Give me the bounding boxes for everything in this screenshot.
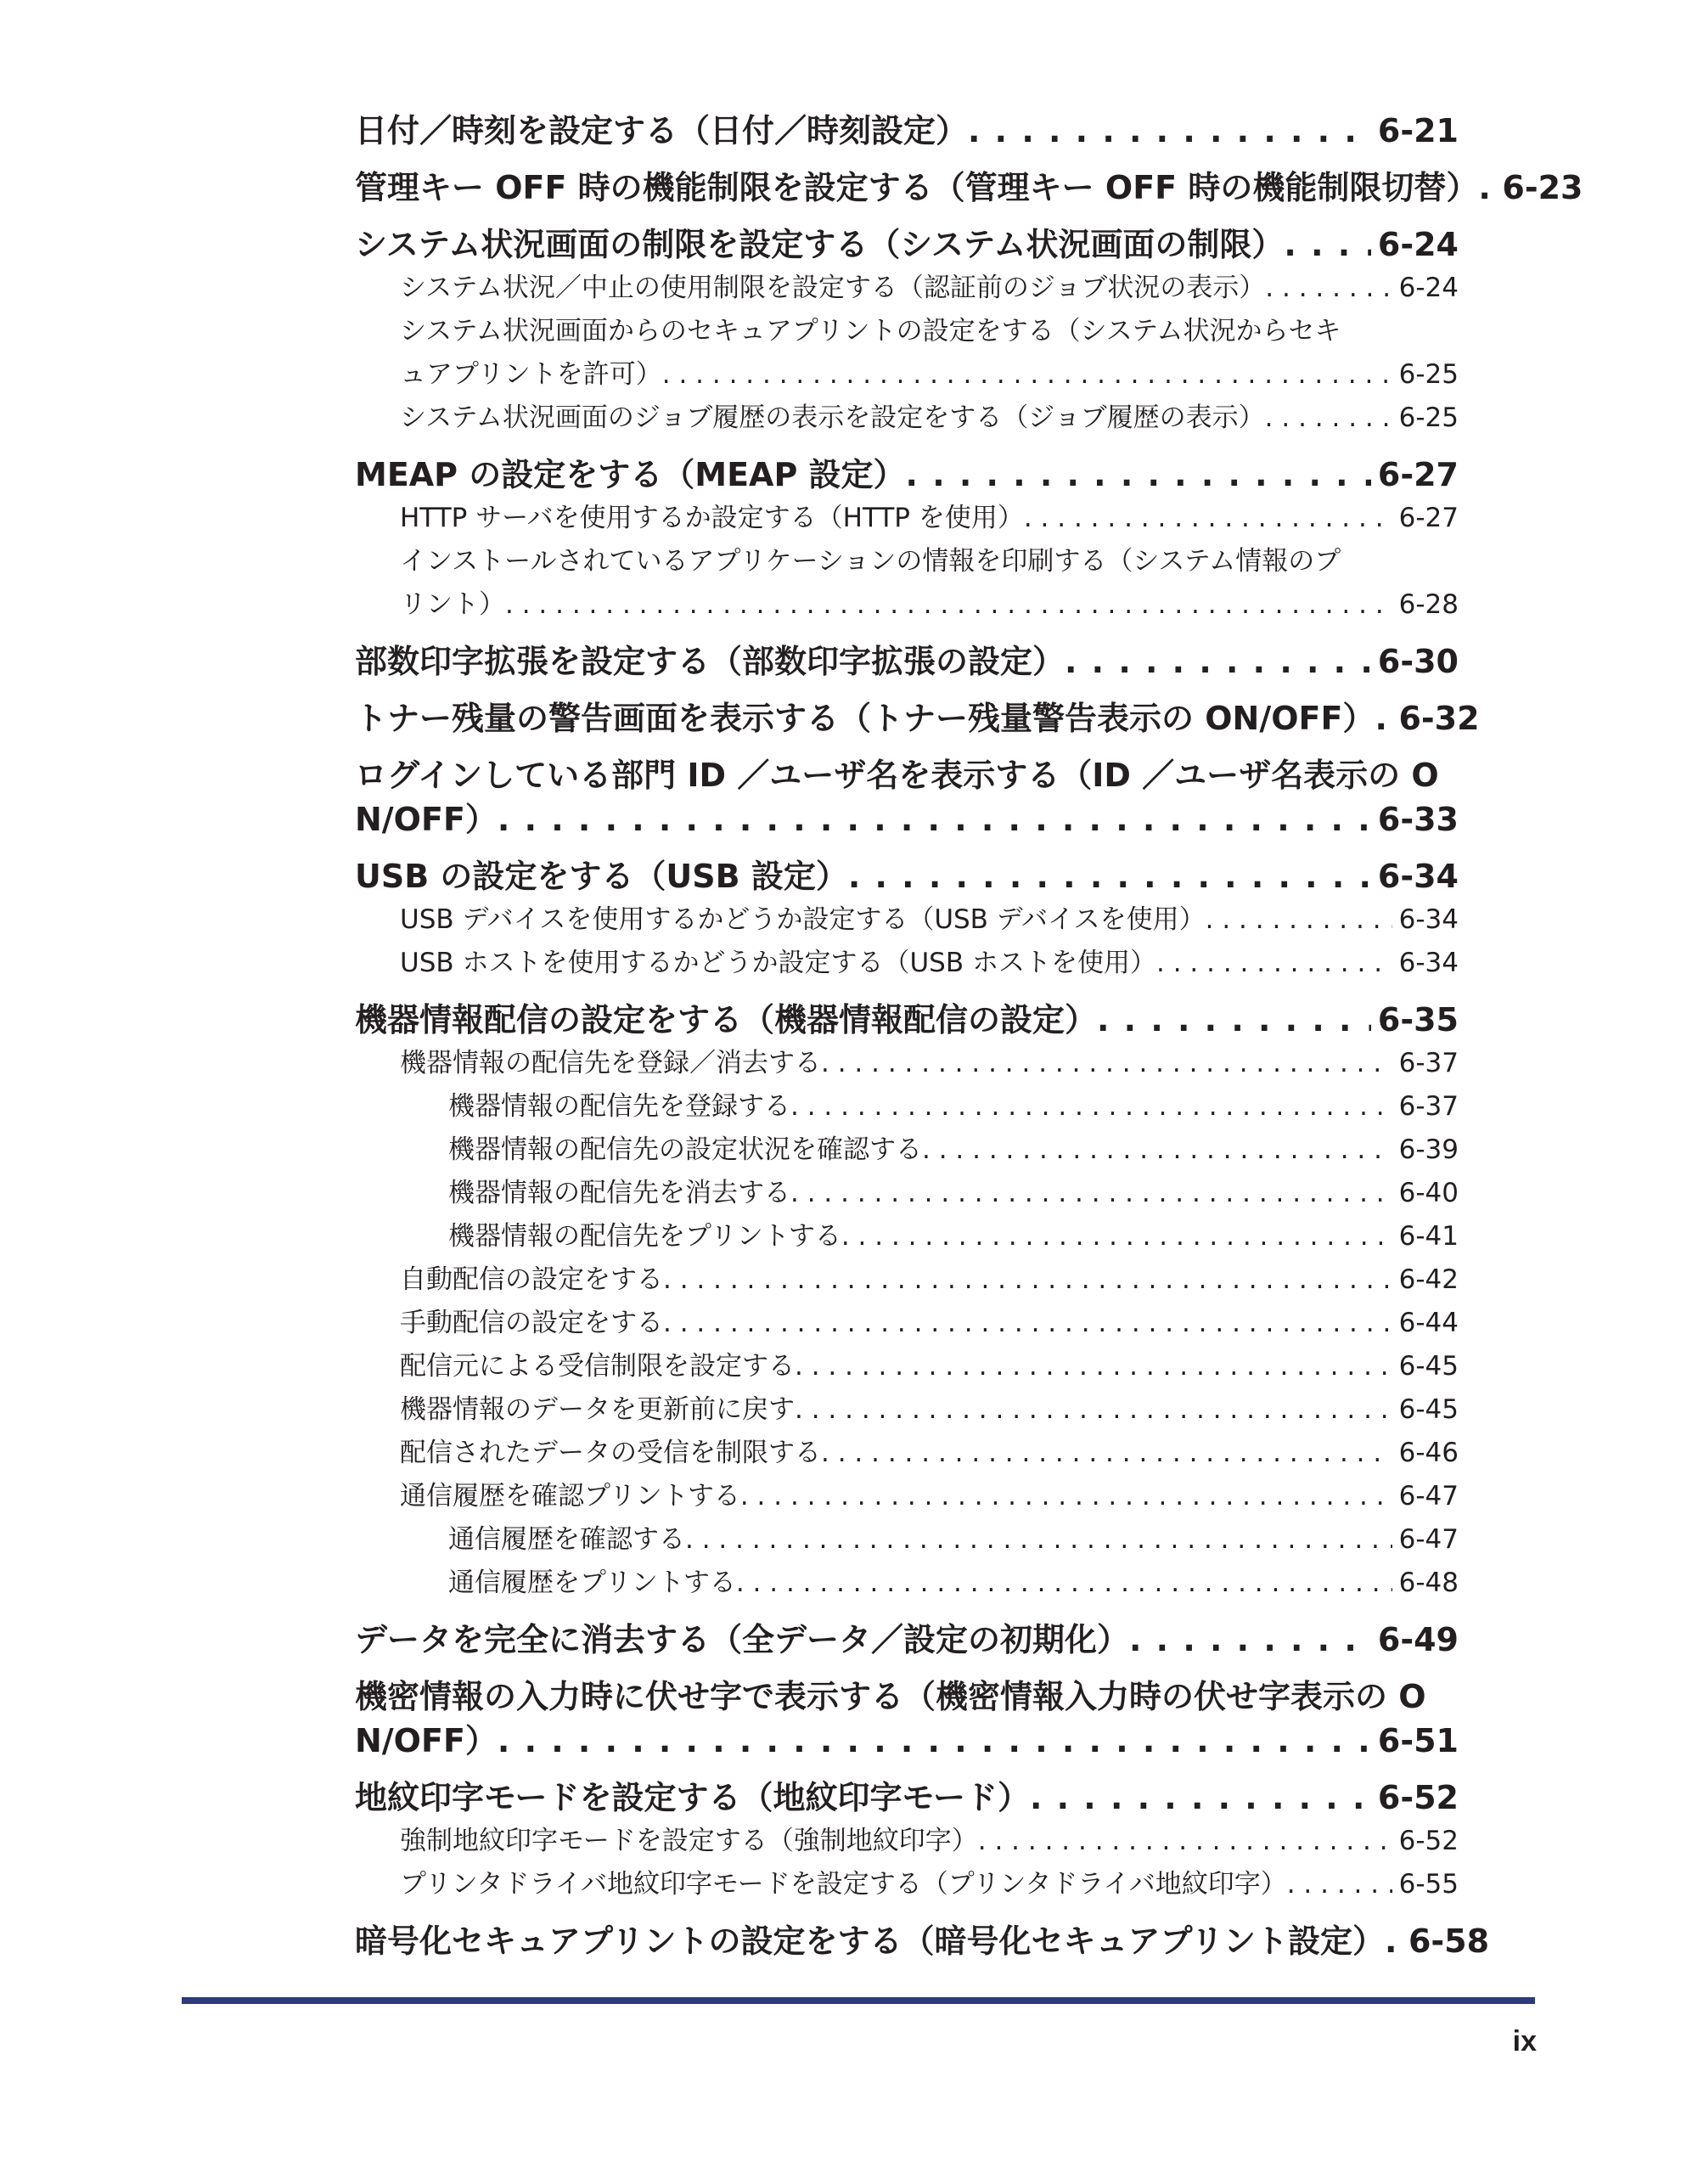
toc-entry-title-line1: システム状況画面からのセキュアプリントの設定をする（システム状況からセキ — [400, 316, 1341, 346]
toc-entry[interactable] — [355, 639, 1459, 684]
toc-entry-title: システム状況画面の制限を設定する（システム状況画面の制限） — [355, 226, 1285, 263]
toc-entry-title: 自動配信の設定をする — [400, 1264, 663, 1295]
toc-entry[interactable] — [355, 497, 1459, 540]
toc-entry-title: 機器情報の配信先をプリントする — [448, 1221, 841, 1252]
toc-entry[interactable] — [355, 1518, 1459, 1562]
toc-entry-page: 6-55 — [1398, 1869, 1459, 1900]
toc-entry-title: 強制地紋印字モードを設定する（強制地紋印字） — [400, 1826, 978, 1856]
table-of-contents — [355, 109, 1583, 1963]
toc-entry-title: 機器情報の配信先の設定状況を確認する — [448, 1134, 922, 1165]
dot-leader — [498, 1719, 1371, 1763]
toc-entry[interactable] — [355, 267, 1459, 310]
dot-leader — [1478, 166, 1495, 210]
dot-leader — [1156, 942, 1392, 985]
toc-entry[interactable] — [355, 1258, 1459, 1302]
dot-leader — [736, 1562, 1392, 1605]
dot-leader — [968, 109, 1371, 153]
toc-entry-title: システム状況／中止の使用制限を設定する（認証前のジョブ状況の表示） — [400, 273, 1266, 303]
toc-entry-page: 6-46 — [1398, 1438, 1459, 1468]
dot-leader — [1129, 1618, 1371, 1662]
toc-entry-title: 地紋印字モードを設定する（地紋印字モード） — [355, 1779, 1030, 1816]
dot-leader — [795, 1345, 1392, 1388]
toc-entry-title: 日付／時刻を設定する（日付／時刻設定） — [355, 112, 969, 149]
toc-entry[interactable] — [355, 310, 1459, 397]
toc-entry-title: USB の設定をする（USB 設定） — [355, 858, 848, 895]
toc-entry-title: 手動配信の設定をする — [400, 1308, 663, 1338]
dot-leader — [795, 1388, 1392, 1432]
toc-entry-title: N/OFF） — [355, 1722, 498, 1759]
dot-leader — [663, 1258, 1392, 1302]
toc-entry-title: 部数印字拡張を設定する（部数印字拡張の設定） — [355, 643, 1065, 680]
toc-entry[interactable] — [355, 222, 1459, 267]
toc-entry[interactable] — [355, 109, 1459, 153]
toc-entry-title-line1: ログインしている部門 ID ／ユーザ名を表示する（ID ／ユーザ名表示の O — [355, 757, 1439, 794]
footer-rule — [182, 1997, 1535, 2004]
dot-leader — [1375, 696, 1392, 740]
toc-entry-title: 機器情報のデータを更新前に戻す — [400, 1394, 795, 1425]
toc-entry-page: 6-52 — [1398, 1826, 1459, 1856]
toc-entry-page: 6-37 — [1398, 1048, 1459, 1078]
toc-entry-page: 6-41 — [1398, 1221, 1459, 1252]
toc-entry-title: 暗号化セキュアプリントの設定をする（暗号化セキュアプリント設定） — [355, 1922, 1385, 1960]
toc-entry-title: 機器情報配信の設定をする（機器情報配信の設定） — [355, 1001, 1098, 1039]
dot-leader — [1206, 898, 1392, 942]
dot-leader — [505, 583, 1392, 627]
toc-entry-title: リント） — [400, 589, 505, 620]
toc-entry-title: 管理キー OFF 時の機能制限を設定する（管理キー OFF 時の機能制限切替） — [355, 169, 1479, 206]
dot-leader — [821, 1042, 1392, 1085]
toc-entry[interactable] — [355, 1172, 1459, 1215]
dot-leader — [978, 1820, 1392, 1863]
toc-entry-page: 6-48 — [1398, 1568, 1459, 1598]
toc-entry-title: MEAP の設定をする（MEAP 設定） — [355, 456, 906, 493]
toc-entry-page: 6-45 — [1398, 1394, 1459, 1425]
dot-leader — [790, 1172, 1392, 1215]
dot-leader — [663, 1302, 1392, 1345]
toc-entry-page: 6-28 — [1398, 589, 1459, 620]
toc-entry-page: 6-32 — [1398, 700, 1480, 737]
dot-leader — [821, 1432, 1392, 1475]
toc-entry-page: 6-39 — [1398, 1134, 1459, 1165]
toc-entry-page: 6-44 — [1398, 1308, 1459, 1338]
toc-entry[interactable] — [355, 1388, 1459, 1432]
toc-entry-page: 6-24 — [1377, 226, 1459, 263]
toc-entry-page: 6-45 — [1398, 1351, 1459, 1382]
toc-entry-title: プリンタドライバ地紋印字モードを設定する（プリンタドライバ地紋印字） — [400, 1869, 1287, 1900]
toc-entry[interactable] — [355, 540, 1459, 627]
dot-leader — [1265, 267, 1392, 310]
dot-leader — [1097, 998, 1371, 1042]
toc-entry[interactable] — [355, 753, 1459, 842]
toc-entry-page: 6-25 — [1398, 359, 1459, 390]
page-number: ix — [1512, 2025, 1537, 2057]
toc-entry-page: 6-35 — [1377, 1001, 1459, 1039]
toc-entry[interactable] — [355, 1215, 1459, 1258]
toc-entry-title: 配信元による受信制限を設定する — [400, 1351, 795, 1382]
dot-leader — [662, 353, 1392, 397]
toc-entry[interactable] — [355, 696, 1480, 740]
toc-entry[interactable] — [355, 942, 1459, 985]
toc-entry-title: データを完全に消去する（全データ／設定の初期化） — [355, 1621, 1130, 1658]
toc-entry-page: 6-58 — [1408, 1922, 1490, 1960]
toc-entry-title: 通信履歴をプリントする — [448, 1568, 736, 1598]
toc-entry-page: 6-24 — [1398, 273, 1459, 303]
toc-entry[interactable] — [355, 1820, 1459, 1863]
dot-leader — [498, 797, 1371, 842]
toc-entry[interactable] — [355, 1042, 1459, 1085]
dot-leader — [841, 1215, 1392, 1258]
dot-leader — [685, 1518, 1392, 1562]
toc-entry-page: 6-34 — [1398, 904, 1459, 935]
toc-entry-title: 機器情報の配信先を登録／消去する — [400, 1048, 821, 1078]
toc-entry-page: 6-27 — [1377, 456, 1459, 493]
toc-entry[interactable] — [355, 1345, 1459, 1388]
dot-leader — [1065, 639, 1371, 684]
toc-entry[interactable] — [355, 1302, 1459, 1345]
toc-entry-page: 6-47 — [1398, 1524, 1459, 1555]
toc-entry-page: 6-33 — [1377, 801, 1459, 838]
toc-entry[interactable] — [355, 1432, 1459, 1475]
toc-entry-page: 6-21 — [1377, 112, 1459, 149]
toc-entry[interactable] — [355, 1129, 1459, 1172]
toc-entry-page: 6-27 — [1398, 503, 1459, 533]
toc-entry-title: 通信履歴を確認プリントする — [400, 1481, 740, 1511]
toc-entry[interactable] — [355, 898, 1459, 942]
toc-entry-page: 6-25 — [1398, 402, 1459, 433]
toc-entry-page: 6-47 — [1398, 1481, 1459, 1511]
toc-entry[interactable] — [355, 1562, 1459, 1605]
toc-entry[interactable] — [355, 1863, 1459, 1906]
toc-entry-page: 6-52 — [1377, 1779, 1459, 1816]
dot-leader — [1030, 1776, 1371, 1820]
toc-entry[interactable] — [355, 1085, 1459, 1129]
toc-entry[interactable] — [355, 166, 1583, 210]
toc-entry-title-line1: インストールされているアプリケーションの情報を印刷する（システム情報のプ — [400, 546, 1341, 577]
toc-entry[interactable] — [355, 1618, 1459, 1662]
dot-leader — [1284, 222, 1371, 267]
toc-entry[interactable] — [355, 453, 1459, 497]
toc-entry-title: 機器情報の配信先を消去する — [448, 1178, 790, 1208]
toc-entry-title: 通信履歴を確認する — [448, 1524, 685, 1555]
toc-entry-page: 6-23 — [1502, 169, 1583, 206]
dot-leader — [740, 1475, 1392, 1518]
dot-leader — [1385, 1919, 1402, 1963]
toc-entry-title: 配信されたデータの受信を制限する — [400, 1438, 821, 1468]
toc-entry-title: システム状況画面のジョブ履歴の表示を設定をする（ジョブ履歴の表示） — [400, 402, 1265, 433]
toc-entry-title: HTTP サーバを使用するか設定する（HTTP を使用） — [400, 503, 1024, 533]
toc-entry[interactable] — [355, 998, 1459, 1042]
toc-entry-page: 6-42 — [1398, 1264, 1459, 1295]
dot-leader — [1265, 397, 1392, 440]
toc-entry[interactable] — [355, 1675, 1459, 1763]
toc-entry[interactable] — [355, 1776, 1459, 1820]
toc-entry-title: N/OFF） — [355, 801, 498, 838]
toc-entry-title: USB デバイスを使用するかどうか設定する（USB デバイスを使用） — [400, 904, 1206, 935]
dot-leader — [790, 1085, 1392, 1129]
toc-entry-title-line1: 機密情報の入力時に伏せ字で表示する（機密情報入力時の伏せ字表示の O — [355, 1678, 1426, 1715]
toc-entry-page: 6-49 — [1377, 1621, 1459, 1658]
toc-entry[interactable] — [355, 1475, 1459, 1518]
toc-entry-page: 6-40 — [1398, 1178, 1459, 1208]
toc-entry-page: 6-34 — [1377, 858, 1459, 895]
toc-entry[interactable] — [355, 397, 1459, 440]
dot-leader — [922, 1129, 1392, 1172]
dot-leader — [906, 453, 1371, 497]
toc-entry-page: 6-30 — [1377, 643, 1459, 680]
toc-entry[interactable] — [355, 1919, 1490, 1963]
toc-entry[interactable] — [355, 854, 1459, 898]
toc-entry-title: ュアプリントを許可） — [400, 359, 662, 390]
dot-leader — [1024, 497, 1392, 540]
toc-entry-title: トナー残量の警告画面を表示する（トナー残量警告表示の ON/OFF） — [355, 700, 1375, 737]
toc-entry-title: 機器情報の配信先を登録する — [448, 1091, 790, 1122]
toc-entry-page: 6-34 — [1398, 948, 1459, 978]
dot-leader — [848, 854, 1371, 898]
toc-entry-page: 6-51 — [1377, 1722, 1459, 1759]
toc-entry-title: USB ホストを使用するかどうか設定する（USB ホストを使用） — [400, 948, 1156, 978]
dot-leader — [1287, 1863, 1392, 1906]
toc-entry-page: 6-37 — [1398, 1091, 1459, 1122]
